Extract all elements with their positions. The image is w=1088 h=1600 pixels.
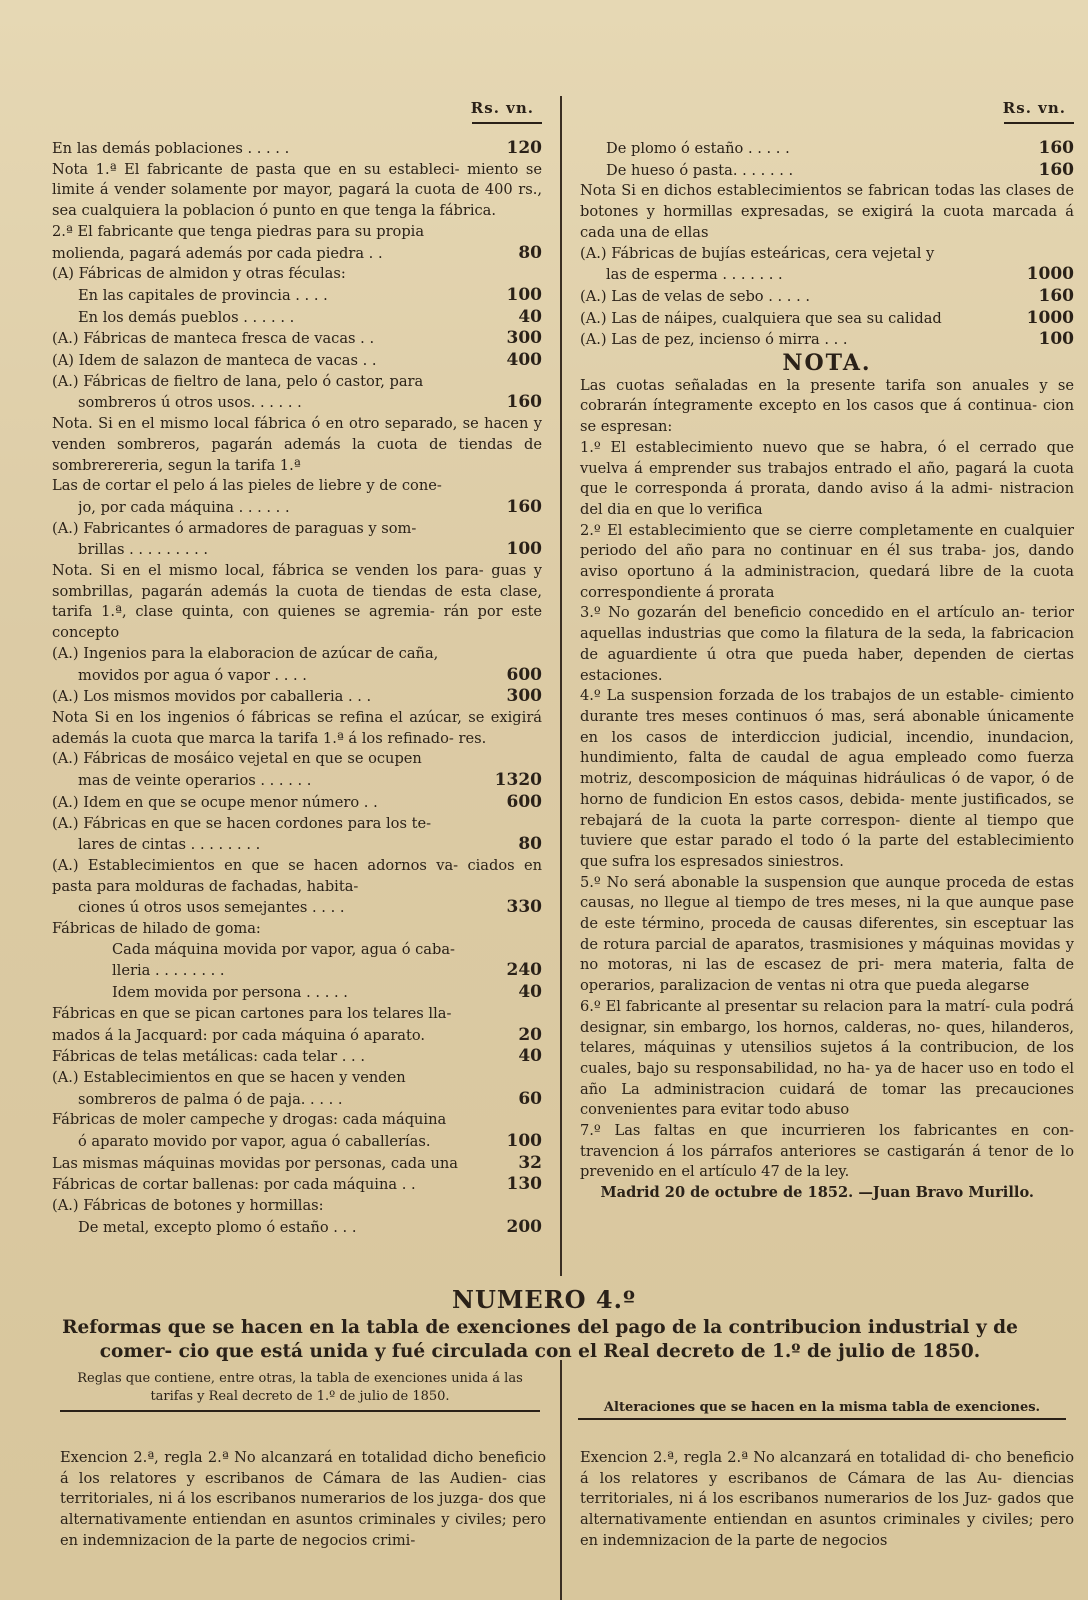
tariff-label: En los demás pueblos . . . . . . (78, 308, 295, 326)
tariff-label: Las mismas máquinas movidas por personas, cada una (52, 1154, 458, 1172)
tariff-label: Fábricas de cortar ballenas: por cada máquina . . (52, 1176, 416, 1194)
tariff-row (52, 665, 542, 687)
section-title: NUMERO 4.º (452, 1285, 636, 1314)
header-rule (472, 122, 542, 124)
text-paragraph: 6.º El fabricante al presentar su relacion para la matrí- cula podrá designar, sin embargo, los hornos, calderas, no- ques, hilanderos, telares, máquinas y utensilios sujetos á la contribucion, de los cuales, bajo su responsabilidad, no ha- ya de hacer uso en todo el año La administracion cuidará de tomar las precauciones convenientes para evitar todo abuso (580, 997, 1074, 1119)
tariff-row (52, 328, 542, 350)
signature-line: Madrid 20 de octubre de 1852. —Juan Bravo Murillo. (600, 1184, 1034, 1202)
tariff-value: 32 (518, 1152, 542, 1173)
tariff-value: 330 (506, 897, 542, 918)
exemption-text-right: Exencion 2.ª, regla 2.ª No alcanzará en totalidad di- cho beneficio á los relatores y escribanos de Cámara de las Au- diencias territoriales, ni á los escribanos numerarios de los Juz- gados que alternativamente entiendan en asuntos criminales y civiles; pero en indemnizacion de la parte de negocios (580, 1449, 1074, 1549)
text-paragraph: 2.ª El fabricante que tenga piedras para su propia (52, 222, 425, 240)
tariff-value: 200 (506, 1216, 542, 1237)
text-paragraph: (A) Fábricas de almidon y otras féculas: (52, 265, 346, 283)
tariff-row (580, 160, 1074, 182)
tariff-label: De metal, excepto plomo ó estaño . . . (78, 1218, 357, 1236)
tariff-label: (A.) Las de velas de sebo . . . . . (580, 287, 810, 305)
tariff-value: 300 (506, 686, 542, 707)
tariff-row (52, 138, 542, 160)
right-column-header (580, 92, 1074, 138)
tariff-row (52, 392, 542, 414)
table-divider (560, 1360, 562, 1600)
left-column (52, 92, 542, 1239)
tariff-label: (A.) Las de pez, incienso ó mirra . . . (580, 331, 848, 349)
tariff-row (52, 792, 542, 814)
tariff-label: (A.) Fábricas de manteca fresca de vacas . . (52, 330, 375, 348)
text-paragraph: (A.) Fabricantes ó armadores de paraguas y som- (52, 519, 417, 537)
text-paragraph: (A.) Establecimientos en que se hacen y venden (52, 1068, 406, 1086)
tariff-row (52, 982, 542, 1004)
text-paragraph: 7.º Las faltas en que incurrieren los fabricantes en con- travencion á los párrafos anteriores se castigarán á tenor de lo prevenido en el artículo 47 de la ley. (580, 1122, 1074, 1181)
nota-heading: NOTA. (782, 350, 872, 377)
tariff-value: 100 (506, 284, 542, 305)
tariff-value: 40 (518, 306, 542, 327)
tariff-row (52, 1025, 542, 1047)
tariff-label: De plomo ó estaño . . . . . (606, 140, 790, 157)
tariff-label: movidos por agua ó vapor . . . . (78, 666, 307, 684)
text-paragraph: 3.º No gozarán del beneficio concedido en el artículo an- terior aquellas industrias que como la filatura de la seda, la fabricacion de aguardiente ú otra que pueda haber, dependen de ciertas estaciones. (580, 604, 1074, 684)
text-paragraph: (A.) Fábricas de bujías esteáricas, cera vejetal y (580, 244, 935, 262)
header-rule (1004, 122, 1074, 124)
tariff-value: 160 (1038, 159, 1074, 180)
text-paragraph: (A.) Establecimientos en que se hacen adornos va- ciados en pasta para molduras de fachadas, habita- (52, 856, 542, 895)
tariff-value: 160 (1038, 138, 1074, 158)
left-column-body (52, 138, 542, 1239)
tariff-value: 240 (506, 960, 542, 981)
tariff-value: 60 (518, 1088, 542, 1109)
table-header-left: Reglas que contiene, entre otras, la tabla de exenciones unida á las tarifas y Real decreto de 1.º de julio de 1850. (60, 1370, 540, 1412)
tariff-label: (A.) Las de náipes, cualquiera que sea su calidad (580, 309, 942, 327)
tariff-value: 20 (518, 1024, 542, 1045)
tariff-row (52, 285, 542, 307)
section-subtitle: Reformas que se hacen en la tabla de exenciones del pago de la contribucion industrial y de comer- cio que está unida y fué circulada con el Real decreto de 1.º de julio de 1850. (62, 1317, 1018, 1362)
text-paragraph: Nota 1.ª El fabricante de pasta que en su estableci- miento se limite á vender solamente por mayor, pagará la cuota de 400 rs., sea cualquiera la poblacion ó punto en que tenga la fábrica. (52, 160, 542, 220)
tariff-label: sombreros de palma ó de paja. . . . . (78, 1090, 343, 1108)
text-paragraph: Las cuotas señaladas en la presente tarifa son anuales y se cobrarán íntegramente excepto en los casos que á continua- cion se espresan: (580, 376, 1074, 436)
text-paragraph: Nota. Si en el mismo local, fábrica se venden los para- guas y sombrillas, pagarán además la cuota de tiendas de esta clase, tarifa 1.ª, clase quinta, con quienes se agremia- rán por este concepto (52, 562, 542, 642)
tariff-label: molienda, pagará además por cada piedra . . (52, 244, 383, 262)
tariff-value: 130 (506, 1174, 542, 1195)
text-paragraph: 1.º El establecimiento nuevo que se habra, ó el cerrado que vuelva á emprender sus trabajos entrado el año, pagará la cuota que le corresponda á prorata, dando aviso á la admi- nistracion del dia en que lo verifica (580, 438, 1074, 518)
tariff-label: mas de veinte operarios . . . . . . (78, 772, 312, 790)
tariff-value: 300 (506, 328, 542, 349)
tariff-label: (A.) Los mismos movidos por caballeria . . . (52, 688, 372, 706)
tariff-value: 80 (518, 242, 542, 263)
tariff-value: 600 (506, 664, 542, 685)
tariff-value: 40 (518, 1046, 542, 1067)
text-paragraph: Fábricas en que se pican cartones para los telares lla- (52, 1004, 452, 1022)
tariff-row (52, 1131, 542, 1153)
tariff-label: Idem movida por persona . . . . . (112, 984, 348, 1002)
tariff-label: De hueso ó pasta. . . . . . . (606, 161, 794, 179)
tariff-row (52, 539, 542, 561)
currency-header: Rs. vn. (470, 99, 534, 117)
tariff-value: 1320 (494, 770, 542, 791)
tariff-value: 80 (518, 834, 542, 855)
tariff-label: ciones ú otros usos semejantes . . . . (78, 899, 345, 917)
tariff-value: 1000 (1026, 264, 1074, 285)
text-paragraph: 4.º La suspension forzada de los trabajos de un estable- cimiento durante tres meses continuos ó mas, será abonable únicamente en los casos de interdiccion judicial, incendio, inundacion, hundimiento, falta de caudal de agua empleado como fuerza motriz, descomposicion de máquinas hidráulicas ó de vapor, ó de horno de fundicion En estos casos, debida- mente justificados, se rebajará de la cuota la parte correspon- diente al tiempo que tuviere que estar parado el todo ó la parte del establecimiento que sufra los espresados siniestros. (580, 687, 1074, 870)
tariff-label: En las demás poblaciones . . . . . (52, 140, 290, 157)
tariff-row (580, 329, 1074, 351)
text-paragraph: Fábricas de hilado de goma: (52, 920, 261, 938)
tariff-label: (A.) Idem en que se ocupe menor número . . (52, 793, 378, 811)
left-column-header (52, 92, 542, 138)
table-header-right: Alteraciones que se hacen en la misma tabla de exenciones. (578, 1400, 1066, 1420)
tariff-row (52, 960, 542, 982)
tariff-value: 40 (518, 982, 542, 1003)
text-paragraph: (A.) Ingenios para la elaboracion de azúcar de caña, (52, 644, 439, 662)
tariff-label: lleria . . . . . . . . (112, 962, 225, 980)
tariff-row (52, 1046, 542, 1068)
text-paragraph: 5.º No será abonable la suspension que aunque proceda de estas causas, no llegue al tiempo de tres meses, ni la que aunque pase de este término, proceda de causas diferentes, sin esceptuar las de rotura parcial de aparatos, trasmisiones y máquinas movidas y no motoras, ni las de escasez de pri- mera materia, falta de operarios, paralizacion de ventas ni otra que pueda alegarse (580, 873, 1074, 995)
tariff-row (52, 497, 542, 519)
tariff-label: jo, por cada máquina . . . . . . (78, 498, 290, 516)
right-column (580, 92, 1074, 1204)
tariff-row (52, 686, 542, 708)
tariff-value: 160 (1038, 285, 1074, 306)
text-paragraph: Fábricas de moler campeche y drogas: cada máquina (52, 1111, 447, 1129)
text-paragraph: 2.º El establecimiento que se cierre completamente en cualquier periodo del año para no continuar en él sus traba- jos, dando aviso oportuno á la administracion, quedará libre de la cuota correspondiente á prorata (580, 521, 1074, 601)
right-column-body (580, 138, 1074, 1204)
column-divider (560, 96, 562, 1276)
text-paragraph: (A.) Fábricas de fieltro de lana, pelo ó castor, para (52, 372, 424, 390)
tariff-row (52, 307, 542, 329)
tariff-label: sombreros ú otros usos. . . . . . (78, 394, 302, 412)
tariff-value: 100 (506, 539, 542, 560)
tariff-label: brillas . . . . . . . . . (78, 541, 209, 559)
currency-header: Rs. vn. (1002, 99, 1066, 117)
tariff-row (52, 1089, 542, 1111)
tariff-value: 120 (506, 138, 542, 158)
tariff-label: Fábricas de telas metálicas: cada telar . . . (52, 1048, 365, 1066)
tariff-value: 100 (506, 1131, 542, 1152)
text-paragraph: (A.) Fábricas de botones y hormillas: (52, 1197, 324, 1215)
tariff-row (52, 770, 542, 792)
tariff-row (52, 1217, 542, 1239)
exemption-text-left: Exencion 2.ª, regla 2.ª No alcanzará en totalidad dicho beneficio á los relatores y escribanos de Cámara de las Audien- cias territoriales, ni á los escribanos numerarios de los juzga- dos que alternativamente entiendan en asuntos criminales y civiles; pero en indemnizacion de la parte de negocios crimi- (60, 1449, 546, 1549)
text-paragraph: Las de cortar el pelo á las pieles de liebre y de cone- (52, 477, 442, 495)
tariff-value: 400 (506, 350, 542, 371)
tariff-value: 100 (1038, 329, 1074, 350)
tariff-label: las de esperma . . . . . . . (606, 266, 783, 284)
tariff-label: (A) Idem de salazon de manteca de vacas . . (52, 352, 377, 370)
text-paragraph: Nota. Si en el mismo local fábrica ó en otro separado, se hacen y venden sombreros, pagarán además la cuota de tiendas de sombrerereria, segun la tarifa 1.ª (52, 415, 542, 474)
text-paragraph: Nota Si en dichos establecimientos se fabrican todas las clases de botones y hormillas expresadas, se exigirá la cuota marcada á cada una de ellas (580, 182, 1074, 241)
tariff-value: 600 (506, 791, 542, 812)
tariff-row (52, 1174, 542, 1196)
text-paragraph: Nota Si en los ingenios ó fábricas se refina el azúcar, se exigirá además la cuota que marca la tarifa 1.ª á los refinado- res. (52, 708, 542, 747)
tariff-value: 160 (506, 496, 542, 517)
text-paragraph: (A.) Fábricas de mosáico vejetal en que se ocupen (52, 750, 422, 768)
tariff-row (52, 243, 542, 265)
tariff-value: 160 (506, 392, 542, 413)
tariff-label: lares de cintas . . . . . . . . (78, 836, 261, 854)
tariff-label: mados á la Jacquard: por cada máquina ó aparato. (52, 1026, 426, 1044)
text-paragraph: Cada máquina movida por vapor, agua ó caba- (112, 940, 455, 958)
tariff-row (52, 834, 542, 856)
tariff-label: En las capitales de provincia . . . . (78, 286, 328, 304)
tariff-row (52, 1153, 542, 1175)
tariff-row (52, 350, 542, 372)
tariff-row (580, 264, 1074, 286)
tariff-label: ó aparato movido por vapor, agua ó caballerías. (78, 1133, 431, 1151)
tariff-row (580, 138, 1074, 160)
text-paragraph: (A.) Fábricas en que se hacen cordones para los te- (52, 814, 432, 832)
tariff-value: 1000 (1026, 307, 1074, 328)
tariff-row (580, 286, 1074, 308)
tariff-row (580, 308, 1074, 330)
tariff-row (52, 897, 542, 919)
